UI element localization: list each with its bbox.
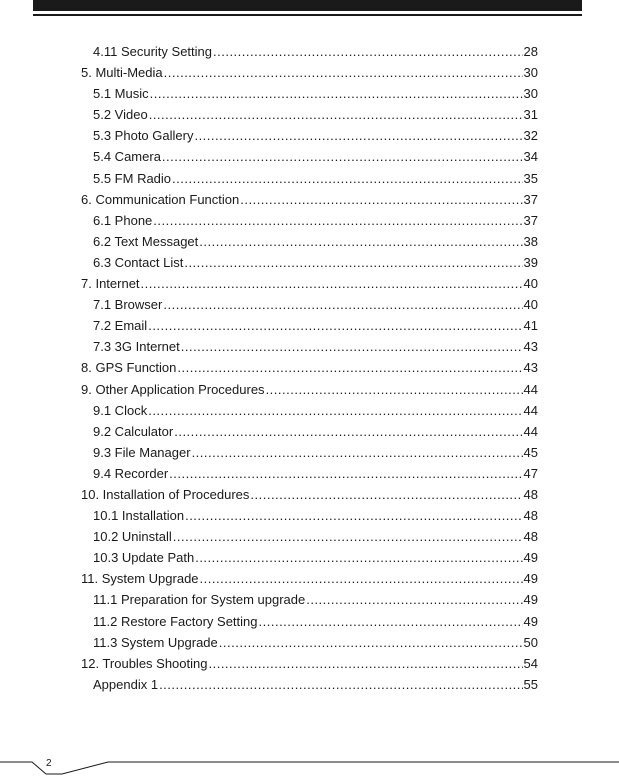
toc-entry-title: 5.4 Camera: [93, 149, 161, 165]
toc-entry-page: 48: [523, 486, 538, 502]
toc-entry-page: 43: [523, 339, 538, 355]
toc-entry[interactable]: [81, 146, 538, 167]
toc-entry-title: 11.3 System Upgrade: [93, 634, 218, 650]
toc-entry-page: 30: [523, 65, 538, 81]
toc-leader-dots: [259, 611, 523, 632]
toc-entry-title: 11.2 Restore Factory Setting: [93, 613, 258, 629]
toc-entry-title: 10.1 Installation: [93, 508, 185, 524]
toc-leader-dots: [250, 484, 522, 505]
toc-leader-dots: [240, 189, 522, 210]
toc-entry[interactable]: [81, 41, 538, 62]
toc-entry-page: 37: [523, 191, 538, 207]
toc-entry-page: 48: [523, 508, 538, 524]
toc-entry[interactable]: [81, 62, 538, 83]
toc-entry-page: 44: [523, 381, 538, 397]
toc-entry-page: 31: [523, 107, 538, 123]
toc-entry-title: 9.4 Recorder: [93, 465, 169, 481]
toc-entry[interactable]: [81, 379, 538, 400]
toc-entry-title: 10. Installation of Procedures: [81, 486, 250, 502]
toc-entry-title: 6.3 Contact List: [93, 254, 184, 270]
toc-leader-dots: [266, 379, 523, 400]
toc-entry-page: 49: [523, 592, 538, 608]
toc-entry-title: 5. Multi-Media: [81, 65, 163, 81]
toc-entry[interactable]: [81, 547, 538, 568]
toc-leader-dots: [306, 589, 522, 610]
toc-leader-dots: [184, 252, 522, 273]
toc-entry-page: 34: [523, 149, 538, 165]
toc-entry-page: 54: [523, 655, 538, 671]
toc-entry[interactable]: [81, 589, 538, 610]
toc-entry-page: 35: [523, 170, 538, 186]
toc-leader-dots: [199, 231, 522, 252]
toc-entry[interactable]: [81, 294, 538, 315]
toc-entry-title: 6. Communication Function: [81, 191, 240, 207]
toc-entry-page: 40: [523, 276, 538, 292]
toc-leader-dots: [153, 210, 522, 231]
toc-entry[interactable]: [81, 463, 538, 484]
toc-entry[interactable]: [81, 104, 538, 125]
toc-entry-page: 50: [523, 634, 538, 650]
toc-leader-dots: [162, 146, 523, 167]
toc-entry-title: 6.2 Text Messaget: [93, 233, 199, 249]
toc-entry-title: 7.3 3G Internet: [93, 339, 180, 355]
page-number: 2: [46, 758, 52, 769]
toc-leader-dots: [159, 674, 522, 695]
toc-entry-title: 6.1 Phone: [93, 212, 153, 228]
toc-entry[interactable]: [81, 315, 538, 336]
toc-entry[interactable]: [81, 168, 538, 189]
toc-entry-title: 12. Troubles Shooting: [81, 655, 208, 671]
toc-leader-dots: [169, 463, 522, 484]
toc-entry-page: 49: [523, 571, 538, 587]
toc-entry-page: 40: [523, 297, 538, 313]
toc-entry-title: 10.3 Update Path: [93, 550, 195, 566]
toc-entry[interactable]: [81, 357, 538, 378]
toc-entry[interactable]: [81, 674, 538, 695]
toc-entry[interactable]: [81, 400, 538, 421]
toc-leader-dots: [219, 632, 523, 653]
toc-entry-page: 28: [523, 44, 538, 59]
toc-leader-dots: [173, 526, 523, 547]
toc-entry[interactable]: [81, 653, 538, 674]
toc-leader-dots: [163, 294, 522, 315]
toc-entry[interactable]: [81, 210, 538, 231]
toc-entry[interactable]: [81, 505, 538, 526]
toc-entry[interactable]: [81, 189, 538, 210]
toc-leader-dots: [195, 547, 522, 568]
toc-leader-dots: [149, 104, 523, 125]
toc-leader-dots: [208, 653, 522, 674]
toc-entry-title: 9. Other Application Procedures: [81, 381, 265, 397]
toc-entry-page: 44: [523, 402, 538, 418]
toc-entry[interactable]: [81, 442, 538, 463]
toc-entry-title: 9.3 File Manager: [93, 444, 191, 460]
toc-entry-page: 30: [523, 86, 538, 102]
header-bar: [33, 0, 582, 11]
toc-entry-title: Appendix 1: [93, 676, 159, 692]
toc-entry-title: 5.3 Photo Gallery: [93, 128, 194, 144]
toc-entry[interactable]: [81, 632, 538, 653]
toc-entry[interactable]: [81, 611, 538, 632]
toc-entry[interactable]: [81, 125, 538, 146]
toc-leader-dots: [172, 168, 522, 189]
toc-entry-title: 7. Internet: [81, 276, 140, 292]
toc-entry-title: 8. GPS Function: [81, 360, 177, 376]
toc-entry[interactable]: [81, 83, 538, 104]
toc-entry-page: 32: [523, 128, 538, 144]
toc-leader-dots: [185, 505, 522, 526]
toc-entry-page: 48: [523, 529, 538, 545]
toc-entry-title: 9.1 Clock: [93, 402, 148, 418]
toc-entry-page: 49: [523, 550, 538, 566]
toc-entry-page: 37: [523, 212, 538, 228]
toc-entry-title: 11.1 Preparation for System upgrade: [93, 592, 306, 608]
toc-leader-dots: [177, 357, 522, 378]
toc-leader-dots: [141, 273, 523, 294]
toc-entry-page: 41: [523, 318, 538, 334]
toc-leader-dots: [148, 400, 522, 421]
toc-entry-title: 9.2 Calculator: [93, 423, 174, 439]
toc-leader-dots: [213, 41, 523, 62]
toc-entry-page: 49: [523, 613, 538, 629]
toc-entry-title: 4.11 Security Setting: [93, 44, 212, 59]
toc-entry-title: 5.5 FM Radio: [93, 170, 172, 186]
toc-entry-title: 5.1 Music: [93, 86, 149, 102]
toc-entry[interactable]: [81, 252, 538, 273]
toc-entry[interactable]: [81, 526, 538, 547]
toc-leader-dots: [148, 315, 522, 336]
toc-entry[interactable]: [81, 273, 538, 294]
toc-entry[interactable]: [81, 568, 538, 589]
toc-entry-page: 47: [523, 465, 538, 481]
toc-entry[interactable]: [81, 336, 538, 357]
toc-leader-dots: [181, 336, 523, 357]
toc-entry-title: 5.2 Video: [93, 107, 148, 123]
toc-entry[interactable]: [81, 231, 538, 252]
toc-entry[interactable]: [81, 484, 538, 505]
toc-entry-page: 44: [523, 423, 538, 439]
toc-leader-dots: [150, 83, 523, 104]
toc-entry-page: 38: [523, 233, 538, 249]
footer-rule: [0, 750, 619, 778]
toc-leader-dots: [164, 62, 523, 83]
toc-entry-page: 43: [523, 360, 538, 376]
header-rule: [33, 14, 582, 16]
toc-entry-title: 7.2 Email: [93, 318, 148, 334]
toc-leader-dots: [174, 421, 522, 442]
toc-leader-dots: [194, 125, 522, 146]
toc-entry-page: 45: [523, 444, 538, 460]
toc-leader-dots: [200, 568, 523, 589]
table-of-contents: [81, 41, 538, 695]
toc-entry-title: 11. System Upgrade: [81, 571, 199, 587]
toc-entry-page: 39: [523, 254, 538, 270]
toc-leader-dots: [192, 442, 523, 463]
toc-entry[interactable]: [81, 421, 538, 442]
toc-entry-title: 7.1 Browser: [93, 297, 163, 313]
toc-entry-title: 10.2 Uninstall: [93, 529, 172, 545]
toc-entry-page: 55: [523, 676, 538, 692]
